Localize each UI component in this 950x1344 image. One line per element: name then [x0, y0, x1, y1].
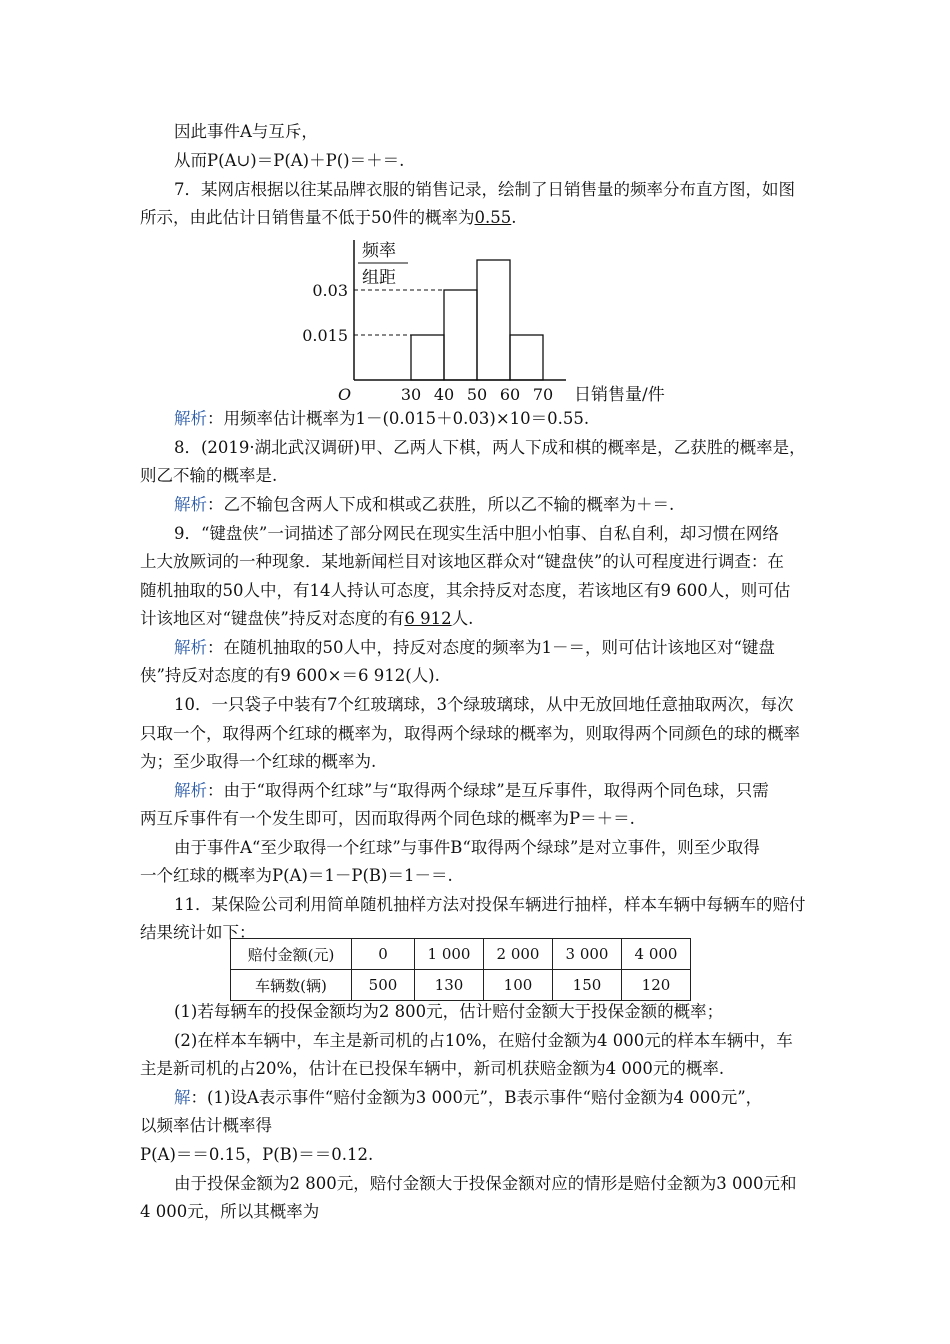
y-tick-label: 0.03: [312, 281, 348, 300]
histogram-bar: [477, 260, 510, 380]
solution-9: 解析：在随机抽取的50人中，持反对态度的频率为1－＝，则可估计该地区对“键盘: [174, 638, 775, 657]
text-line: 侠”持反对态度的有9 600×＝6 912(人).: [140, 666, 440, 685]
x-tick-label: 70: [532, 385, 554, 404]
y-axis-label-top: 频率: [362, 241, 396, 261]
origin-label: O: [338, 385, 352, 404]
answer-blank: 0.55: [474, 208, 512, 227]
question-8: 8．(2019·湖北武汉调研)甲、乙两人下棋，两人下成和棋的概率是，乙获胜的概率是，: [174, 438, 806, 457]
text-line: P(A)＝＝0.15，P(B)＝＝0.12.: [140, 1145, 374, 1164]
text-line: 只取一个，取得两个红球的概率为，取得两个绿球的概率为，则取得两个同颜色的球的概率: [140, 724, 800, 743]
text-line: 则乙不输的概率是.: [140, 466, 278, 485]
table-cell: 500: [352, 970, 415, 1001]
histogram-chart: [298, 234, 688, 412]
question-9: 9．“键盘侠”一词描述了部分网民在现实生活中胆小怕事、自私自利，却习惯在网络: [174, 524, 779, 543]
y-tick-label: 0.015: [302, 326, 348, 345]
solution-7: 解析：用频率估计概率为1－(0.015＋0.03)×10＝0.55.: [174, 409, 590, 428]
histogram-bar: [444, 290, 477, 380]
text-line: 因此事件A与互斥，: [174, 122, 318, 141]
text-line: 随机抽取的50人中，有14人持认可态度，其余持反对态度，若该地区有9 600人，则可估: [140, 581, 791, 600]
answer-blank: 6 912: [404, 609, 452, 628]
question-10: 10．一只袋子中装有7个红玻璃球，3个绿玻璃球，从中无放回地任意抽取两次，每次: [174, 695, 794, 714]
histogram-bar: [411, 335, 444, 380]
table-cell: 赔付金额(元): [231, 939, 352, 970]
text-line: 从而P(A∪)＝P(A)＋P()＝＋＝.: [174, 151, 405, 170]
table-cell: 2 000: [484, 939, 553, 970]
text-line: 计该地区对“键盘侠”持反对态度的有6 912人.: [140, 609, 474, 628]
table-cell: 150: [553, 970, 622, 1001]
table-cell: 3 000: [553, 939, 622, 970]
x-tick-label: 50: [466, 385, 488, 404]
table-cell: 130: [415, 970, 484, 1001]
solution-11: 解：(1)设A表示事件“赔付金额为3 000元”，B表示事件“赔付金额为4 000元”，: [174, 1088, 763, 1107]
question-7: 7．某网店根据以往某品牌衣服的销售记录，绘制了日销售量的频率分布直方图，如图: [174, 180, 795, 199]
text-line: 主是新司机的占20%，估计在已投保车辆中，新司机获赔金额为4 000元的概率.: [140, 1059, 725, 1078]
text-line: (1)若每辆车的投保金额均为2 800元，估计赔付金额大于投保金额的概率；: [174, 1002, 724, 1021]
text-line: (2)在样本车辆中，车主是新司机的占10%，在赔付金额为4 000元的样本车辆中，车: [174, 1031, 793, 1050]
text-line: 一个红球的概率为P(A)＝1－P(B)＝1－＝.: [140, 866, 453, 885]
histogram-bar: [510, 335, 543, 380]
question-11: 11．某保险公司利用简单随机抽样方法对投保车辆进行抽样，样本车辆中每辆车的赔付: [174, 895, 806, 914]
text-line: 所示，由此估计日销售量不低于50件的概率为0.55.: [140, 208, 517, 227]
y-axis-label-bottom: 组距: [362, 268, 396, 288]
table-cell: 0: [352, 939, 415, 970]
text-line: 以频率估计概率得: [140, 1116, 272, 1135]
text-line: 由于事件A“至少取得一个红球”与事件B“取得两个绿球”是对立事件，则至少取得: [174, 838, 760, 857]
x-axis-label: 日销售量/件: [574, 385, 665, 405]
text-line: 4 000元，所以其概率为: [140, 1202, 320, 1221]
x-tick-label: 60: [499, 385, 521, 404]
text-line: 两互斥事件有一个发生即可，因而取得两个同色球的概率为P＝＋＝.: [140, 809, 635, 828]
solution-10: 解析：由于“取得两个红球”与“取得两个绿球”是互斥事件，取得两个同色球，只需: [174, 781, 769, 800]
text-line: 结果统计如下：: [140, 923, 256, 942]
table-cell: 车辆数(辆): [231, 970, 352, 1001]
payout-table: [230, 938, 691, 1001]
table-cell: 1 000: [415, 939, 484, 970]
solution-8: 解析：乙不输包含两人下成和棋或乙获胜，所以乙不输的概率为＋＝.: [174, 495, 675, 514]
text-line: 为；至少取得一个红球的概率为.: [140, 752, 377, 771]
text-line: 上大放厥词的一种现象．某地新闻栏目对该地区群众对“键盘侠”的认可程度进行调查：在: [140, 552, 784, 571]
table-cell: 100: [484, 970, 553, 1001]
table-row: [231, 970, 691, 1001]
x-tick-label: 40: [433, 385, 455, 404]
table-cell: 120: [622, 970, 691, 1001]
table-row: [231, 939, 691, 970]
table-cell: 4 000: [622, 939, 691, 970]
text-line: 由于投保金额为2 800元，赔付金额大于投保金额对应的情形是赔付金额为3 000元和: [174, 1174, 797, 1193]
x-tick-label: 30: [400, 385, 422, 404]
